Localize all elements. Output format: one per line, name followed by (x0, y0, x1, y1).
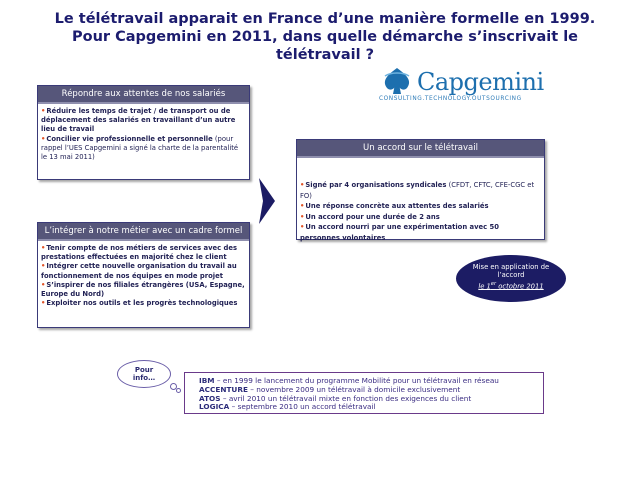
chevron-right-icon (258, 177, 276, 225)
application-date-ellipse (456, 255, 566, 302)
list-item: ATOS – avril 2010 un télétravail mixte en fonction des exigences du client (199, 393, 472, 403)
box-metier (37, 222, 250, 328)
box-salaries-body (38, 104, 249, 166)
list-item: •Réduire les temps de trajet / de transport ou de déplacement des salariés en travaillant d’un autre lieu de travail (41, 107, 236, 134)
info-thought-bubble (117, 360, 171, 388)
list-item: •Intégrer cette nouvelle organisation du travail au fonctionnement de nos équipes en mode projet (41, 262, 237, 280)
title-line-2: Pour Capgemini en 2011, dans quelle démarche s’inscrivait le télétravail ? (71, 29, 579, 63)
list-item: LOGICA – septembre 2010 un accord télétravail (199, 402, 376, 412)
ellipse-line-2: l’accord (497, 271, 525, 280)
logo-wordmark: Capgemini (417, 68, 544, 96)
list-item: •Exploiter nos outils et les progrès technologiques (41, 299, 238, 308)
info-bubble-line-2: info… (132, 374, 156, 382)
box-metier-body (38, 241, 249, 312)
bullet-icon: • (41, 244, 46, 252)
box-salaries (37, 85, 250, 180)
ellipse-date: le 1er octobre 2011 (478, 280, 544, 291)
competitor-facts-box (184, 372, 544, 414)
bullet-icon: • (41, 262, 46, 271)
capgemini-logo (377, 66, 544, 106)
bullet-icon: • (41, 134, 46, 143)
box-metier-header: L’intégrer à notre métier avec un cadre formel (38, 223, 249, 241)
bullet-icon: • (300, 181, 305, 189)
capgemini-spade-icon (377, 66, 417, 96)
box-accord-header: Un accord sur le télétravail (297, 140, 544, 158)
box-accord-body (297, 158, 544, 247)
box-accord (296, 139, 545, 240)
list-item: ACCENTURE – novembre 2009 un télétravail à domicile exclusivement (199, 384, 461, 394)
bullet-icon: • (300, 212, 305, 221)
logo-tagline: CONSULTING.TECHNOLOGY.OUTSOURCING (379, 96, 522, 102)
box-salaries-header: Répondre aux attentes de nos salariés (38, 86, 249, 104)
ellipse-line-1: Mise en application de (472, 263, 550, 271)
list-item: •Signé par 4 organisations syndicales (CFDT, CFTC, CFE-CGC et FO) (300, 181, 535, 200)
list-item: •Un accord nourri par une expérimentation avec 50 personnes volontaires (300, 223, 500, 242)
list-item: IBM – en 1999 le lancement du programme Mobilité pour un télétravail en réseau (199, 376, 499, 385)
page-title (30, 10, 620, 64)
bubble-tail-small (176, 388, 181, 393)
bullet-icon: • (41, 299, 46, 308)
bullet-icon: • (300, 223, 305, 231)
list-item: •Tenir compte de nos métiers de services avec des prestations effectuées en majorité chez le client (41, 244, 238, 262)
list-item: •Un accord pour une durée de 2 ans (300, 212, 440, 221)
list-item: •Concilier vie professionnelle et personnelle (pour rappel l’UES Capgemini a signé la charte de la parentalité le 13 mai 2011) (41, 134, 239, 162)
bullet-icon: • (41, 107, 46, 115)
info-bubble-line-1: Pour (134, 366, 154, 374)
list-item: •S’inspirer de nos filiales étrangères (USA, Espagne, Europe du Nord) (41, 280, 245, 299)
bullet-icon: • (300, 202, 305, 210)
bullet-icon: • (41, 280, 46, 289)
list-item: •Une réponse concrète aux attentes des salariés (300, 202, 489, 210)
title-line-1: Le télétravail apparait en France d’une manière formelle en 1999. (54, 11, 596, 27)
